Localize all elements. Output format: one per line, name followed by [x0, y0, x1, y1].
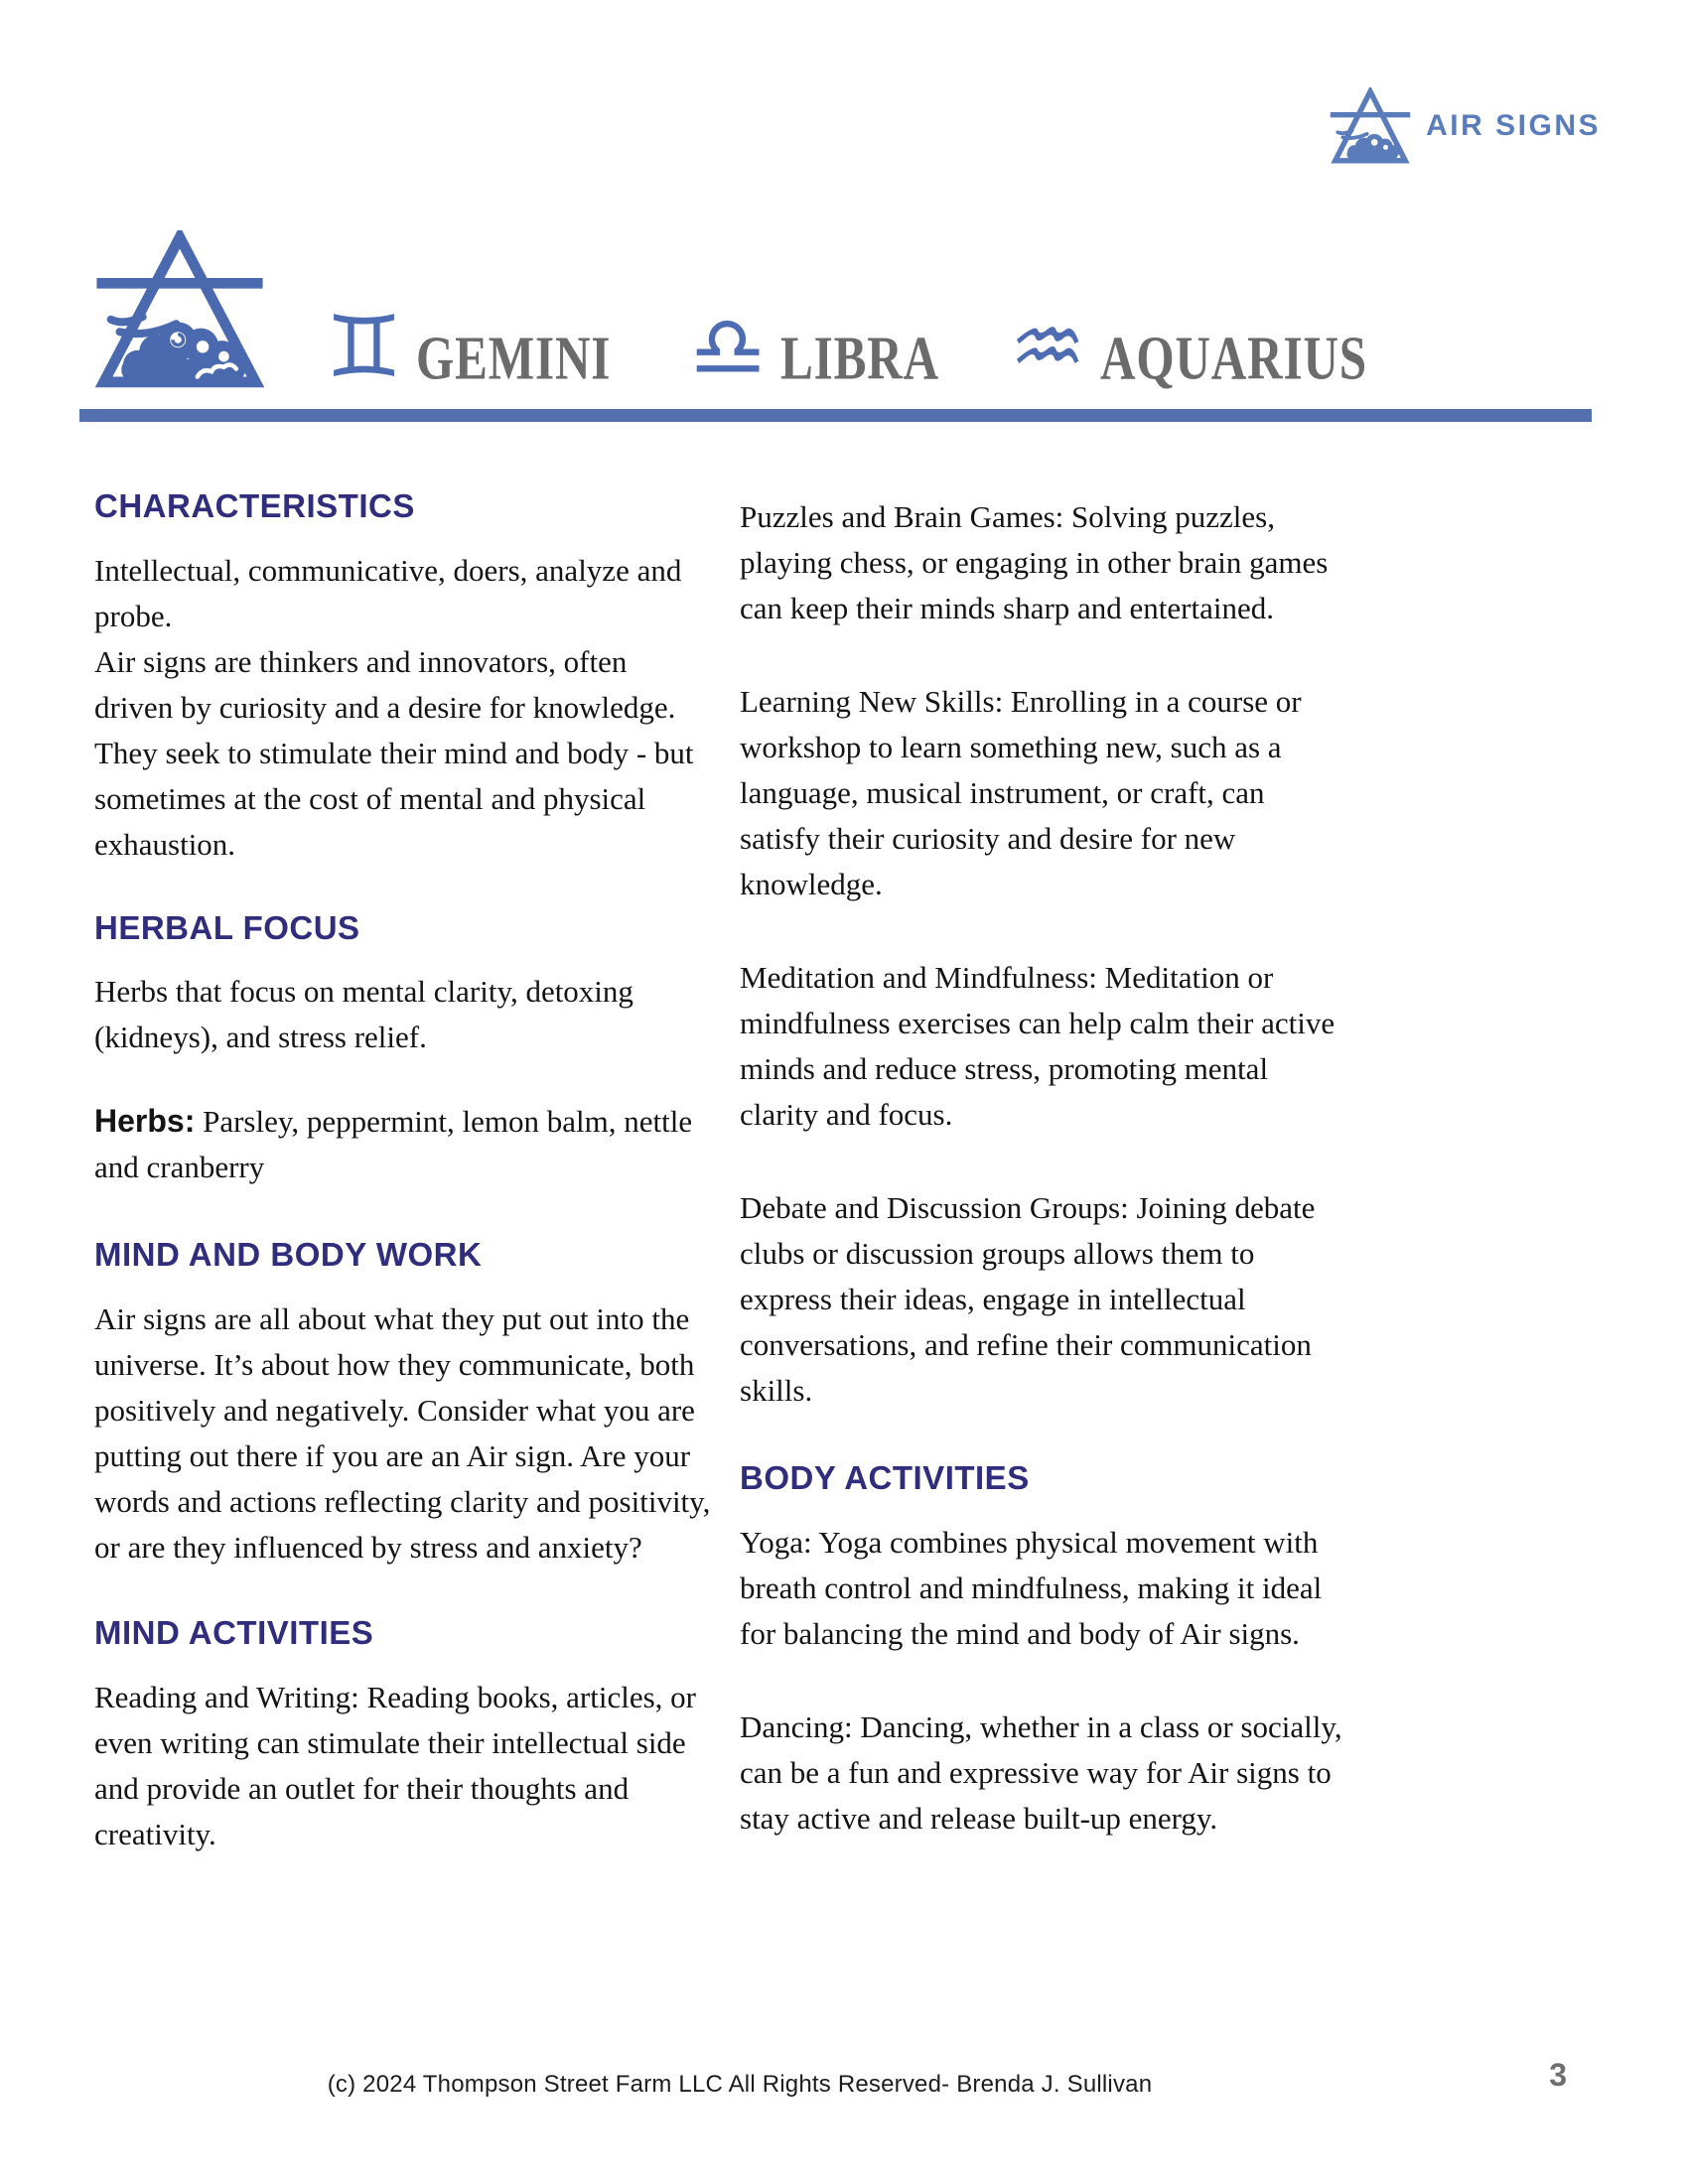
characteristics-heading: CHARACTERISTICS: [94, 487, 415, 524]
aquarius-icon: ♒: [1009, 298, 1086, 398]
mind-and-body-work-paragraph: Air signs are all about what they put out into the universe. It’s about how they communicate, both positively and negatively. Consider what you are putting out there if you are an Air sign. Are your words and actions reflecting clarity and positivity, or are they influenced by stress and anxiety?: [94, 1300, 711, 1565]
puzzles-paragraph: Puzzles and Brain Games: Solving puzzles, playing chess, or engaging in other brain games can keep their minds sharp and entertained.: [740, 499, 1329, 625]
debate-paragraph: Debate and Discussion Groups: Joining debate clubs or discussion groups allows them to express their ideas, engage in intellectual conversations, and refine their communication skills.: [740, 1190, 1316, 1408]
herbs-label: Herbs:: [94, 1103, 196, 1140]
herbs-line: [94, 1098, 712, 1190]
sign-gemini: [326, 298, 653, 398]
gemini-icon: ♊: [326, 298, 403, 398]
air-element-triangle-icon: [1329, 87, 1412, 165]
air-element-triangle-logo: [91, 230, 268, 389]
right-column: [740, 489, 1345, 1842]
herbs-list: Parsley, peppermint, lemon balm, nettle and cranberry: [94, 1104, 693, 1185]
sign-aquarius: [1009, 298, 1426, 398]
herbal-focus-paragraph: Herbs that focus on mental clarity, detoxing (kidneys), and stress relief.: [94, 974, 633, 1055]
libra-icon: ♎: [689, 298, 767, 398]
dancing-paragraph: Dancing: Dancing, whether in a class or socially, can be a fun and expressive way for Air signs to stay active and release built-up energy.: [740, 1708, 1342, 1836]
herbal-focus-heading: HERBAL FOCUS: [94, 908, 360, 946]
gemini-label: GEMINI: [416, 323, 612, 393]
libra-label: LIBRA: [779, 323, 939, 393]
meditation-paragraph: Meditation and Mindfulness: Meditation or mindfulness exercises can help calm their active minds and reduce stress, promoting mental clarity and focus.: [740, 960, 1336, 1132]
header-divider: [79, 409, 1592, 422]
characteristics-paragraph-1: Intellectual, communicative, doers, analyze and probe.: [94, 552, 682, 633]
air-signs-wordmark: AIR SIGNS: [1426, 109, 1601, 142]
zodiac-header: [91, 230, 1628, 398]
air-signs-logo: [1329, 87, 1601, 165]
mind-and-body-work-heading: MIND AND BODY WORK: [94, 1236, 483, 1274]
learning-paragraph: Learning New Skills: Enrolling in a course or workshop to learn something new, such as a language, musical instrument, or craft, can satisfy their curiosity and desire for new knowledge.: [740, 684, 1302, 901]
yoga-paragraph: Yoga: Yoga combines physical movement with breath control and mindfulness, making it ideal for balancing the mind and body of Air signs.: [740, 1524, 1323, 1651]
sign-libra: [689, 298, 973, 398]
aquarius-label: AQUARIUS: [1099, 323, 1367, 393]
characteristics-paragraph-2: Air signs are thinkers and innovators, often driven by curiosity and a desire for knowledge. They seek to stimulate their mind and body - but sometimes at the cost of mental and physical exhaustion.: [94, 643, 694, 862]
copyright-text: (c) 2024 Thompson Street Farm LLC All Rights Reserved- Brenda J. Sullivan: [327, 2071, 1153, 2098]
mind-activities-heading: MIND ACTIVITIES: [94, 1613, 374, 1651]
body-activities-heading: BODY ACTIVITIES: [740, 1459, 1030, 1496]
mind-activities-paragraph: Reading and Writing: Reading books, articles, or even writing can stimulate their intellectual side and provide an outlet for their thoughts and creativity.: [94, 1679, 696, 1851]
page-number: 3: [1549, 2057, 1567, 2093]
left-column: [94, 489, 712, 1857]
